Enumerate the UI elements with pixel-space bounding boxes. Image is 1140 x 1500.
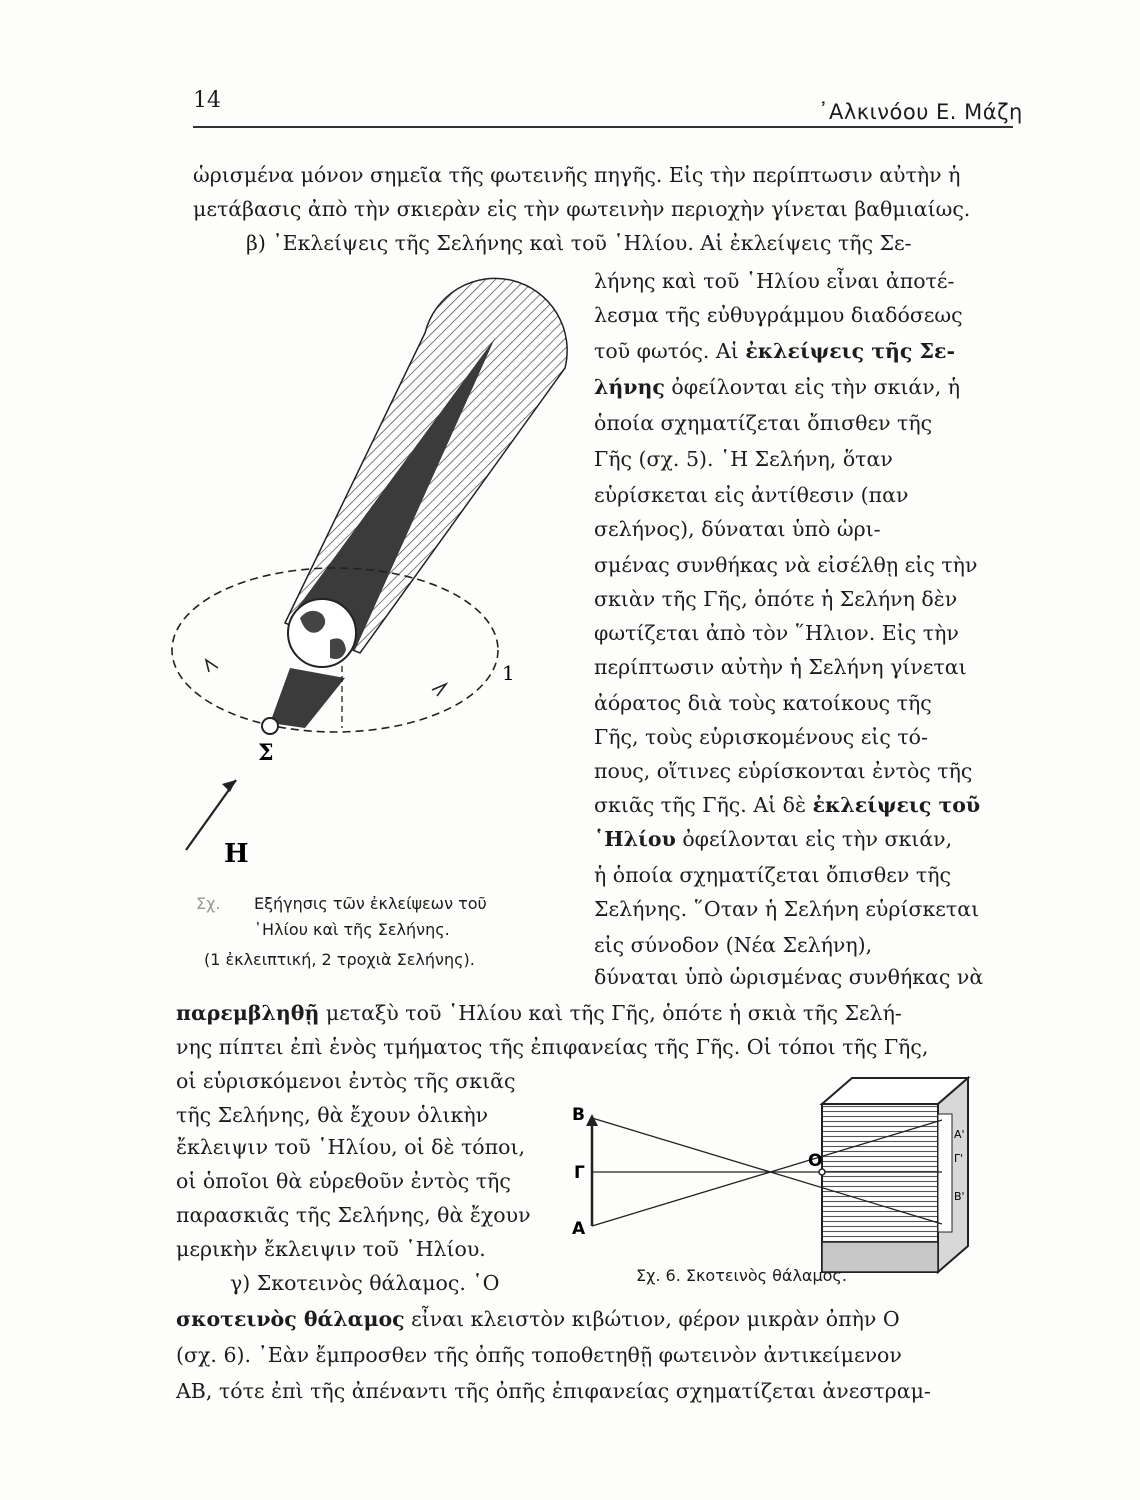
text-run: μεταξὺ τοῦ ῾Ηλίου καὶ τῆς Γῆς, ὁπότε ἡ σκιὰ τῆς Σελή- (325, 1001, 902, 1025)
text-line (176, 998, 902, 1028)
bold-term: σκοτεινὸς θάλαμος (176, 1307, 405, 1331)
label-sun: Η (224, 839, 249, 869)
bold-term: ἐκλείψεις τῆς Σε- (745, 339, 955, 363)
running-title: ᾿Αλκινόου Ε. Μάζη (818, 100, 1023, 124)
text-run: εἶναι κλειστὸν κιβώτιον, φέρον μικρὰν ὀπὴν Ο (411, 1307, 900, 1331)
figure-5-eclipse-diagram (170, 258, 590, 870)
text-run: τοῦ φωτός. Αἱ (594, 339, 739, 363)
bold-term: ἐκλείψεις τοῦ (812, 793, 981, 817)
label-G: Γ (574, 1163, 585, 1183)
text-line: λεσμα τῆς εὐθυγράμμου διαδόσεως (594, 303, 963, 327)
text-line: δύναται ὑπὸ ὡρισμένας συνθήκας νὰ (594, 965, 984, 989)
text-line: πους, οἵτινες εὑρίσκονται ἐντὸς τῆς (594, 759, 973, 783)
text-run: σκιᾶς τῆς Γῆς. Αἱ δὲ (594, 793, 807, 817)
text-line: φωτίζεται ἀπὸ τὸν ῞Ηλιον. Εἰς τὴν (594, 621, 959, 645)
text-line: παρασκιᾶς τῆς Σελήνης, θὰ ἔχουν (176, 1203, 531, 1227)
label-G-image: Γ' (954, 1152, 964, 1165)
arrowhead-icon (222, 780, 236, 792)
orbit-arrow-icon (432, 684, 446, 696)
label-ecliptic: 1 (502, 661, 515, 685)
figure-5-caption: ῾Ηλίου καὶ τῆς Σελήνης. (254, 920, 450, 939)
text-line: Γῆς (σχ. 5). ῾Η Σελήνη, ὅταν (594, 447, 893, 471)
text-run: ὀφείλονται εἰς τὴν σκιάν, (682, 827, 953, 851)
bold-term: παρεμβληθῇ (176, 1001, 320, 1025)
text-line: γ) Σκοτεινὸς θάλαμος. ῾Ο (230, 1271, 500, 1295)
figure-5-caption: (1 ἐκλειπτική, 2 τροχιὰ Σελήνης). (204, 950, 475, 969)
text-line: ΑΒ, τότε ἐπὶ τῆς ἀπέναντι τῆς ὀπῆς ἐπιφανείας σχηματίζεται ἀνεστραμ- (176, 1379, 931, 1403)
text-line: Σελήνης. ῞Οταν ἡ Σελήνη εὑρίσκεται (594, 897, 980, 921)
text-line (594, 824, 952, 854)
text-run: ὀφείλονται εἰς τὴν σκιάν, ἡ (671, 375, 961, 399)
bold-term: λήνης (594, 375, 665, 399)
text-line: περίπτωσιν αὐτὴν ἡ Σελήνη γίνεται (594, 655, 967, 679)
text-line: σμένας συνθήκας νὰ εἰσέλθῃ εἰς τὴν (594, 553, 978, 577)
figure-5-caption: Εξήγησις τῶν ἐκλείψεων τοῦ (254, 894, 487, 913)
text-line: ἀόρατος διὰ τοὺς κατοίκους τῆς (594, 691, 932, 715)
text-line: μερικὴν ἔκλειψιν τοῦ ῾Ηλίου. (176, 1237, 486, 1261)
text-line: σελήνος), δύναται ὑπὸ ὡρι- (594, 517, 881, 541)
text-line: οἱ εὑρισκόμενοι ἐντὸς τῆς σκιᾶς (176, 1069, 516, 1093)
figure-6-caption: Σχ. 6. Σκοτεινὸς θάλαμος. (636, 1266, 847, 1285)
text-line: β) ᾿Εκλείψεις τῆς Σελήνης καὶ τοῦ ῾Ηλίου. Αἱ ἐκλείψεις τῆς Σε- (246, 231, 912, 255)
text-line: λήνης καὶ τοῦ ῾Ηλίου εἶναι ἀποτέ- (594, 269, 955, 293)
text-line: ἡ ὁποία σχηματίζεται ὄπισθεν τῆς (594, 863, 951, 887)
text-line (594, 336, 955, 366)
label-O: Ο (808, 1151, 823, 1171)
text-line: (σχ. 6). ᾿Εὰν ἔμπροσθεν τῆς ὀπῆς τοποθετηθῇ φωτεινὸν ἀντικείμενον (176, 1343, 902, 1367)
text-line (594, 372, 960, 402)
text-line: ὡρισμένα μόνον σημεῖα τῆς φωτεινῆς πηγῆς. Εἰς τὴν περίπτωσιν αὐτὴν ἡ (193, 163, 961, 187)
text-line: νης πίπτει ἐπὶ ἑνὸς τμήματος τῆς ἐπιφανείας τῆς Γῆς. Οἱ τόποι τῆς Γῆς, (176, 1035, 929, 1059)
text-line: οἱ ὁποῖοι θὰ εὑρεθοῦν ἐντὸς τῆς (176, 1169, 511, 1193)
earth-globe (288, 599, 356, 667)
text-line: τῆς Σελήνης, θὰ ἔχουν ὁλικὴν (176, 1103, 489, 1127)
text-line: ἔκλειψιν τοῦ ῾Ηλίου, οἱ δὲ τόποι, (176, 1135, 526, 1159)
label-B-image: Β' (954, 1190, 965, 1203)
image-screen (938, 1114, 952, 1232)
text-line: σκιὰν τῆς Γῆς, ὁπότε ἡ Σελήνη δὲν (594, 587, 958, 611)
arrowhead-icon (586, 1114, 598, 1126)
text-line: ὁποία σχηματίζεται ὄπισθεν τῆς (594, 411, 933, 435)
text-line: εἰς σύνοδον (Νέα Σελήνη), (594, 933, 873, 957)
moon-marker (262, 718, 278, 734)
label-moon: Σ (258, 740, 274, 766)
label-B: Β (572, 1105, 585, 1125)
label-A-image: Α' (954, 1128, 965, 1141)
shadow-base (270, 668, 345, 728)
text-line (176, 1304, 900, 1334)
text-line: μετάβασις ἀπὸ τὴν σκιερὰν εἰς τὴν φωτεινὴν περιοχὴν γίνεται βαθμιαίως. (193, 197, 971, 221)
figure-5-caption-prefix: Σχ. (196, 894, 221, 913)
page-number: 14 (193, 88, 221, 113)
figure-6-camera-obscura (570, 1074, 1010, 1280)
bold-term: ῾Ηλίου (594, 827, 676, 851)
text-line: εὑρίσκεται εἰς ἀντίθεσιν (παν (594, 483, 909, 507)
text-line (594, 790, 980, 820)
header-rule (193, 126, 1013, 128)
text-line: Γῆς, τοὺς εὑρισκομένους εἰς τό- (594, 725, 928, 749)
label-A: Α (572, 1219, 586, 1239)
orbit-arrow-icon (206, 660, 218, 672)
